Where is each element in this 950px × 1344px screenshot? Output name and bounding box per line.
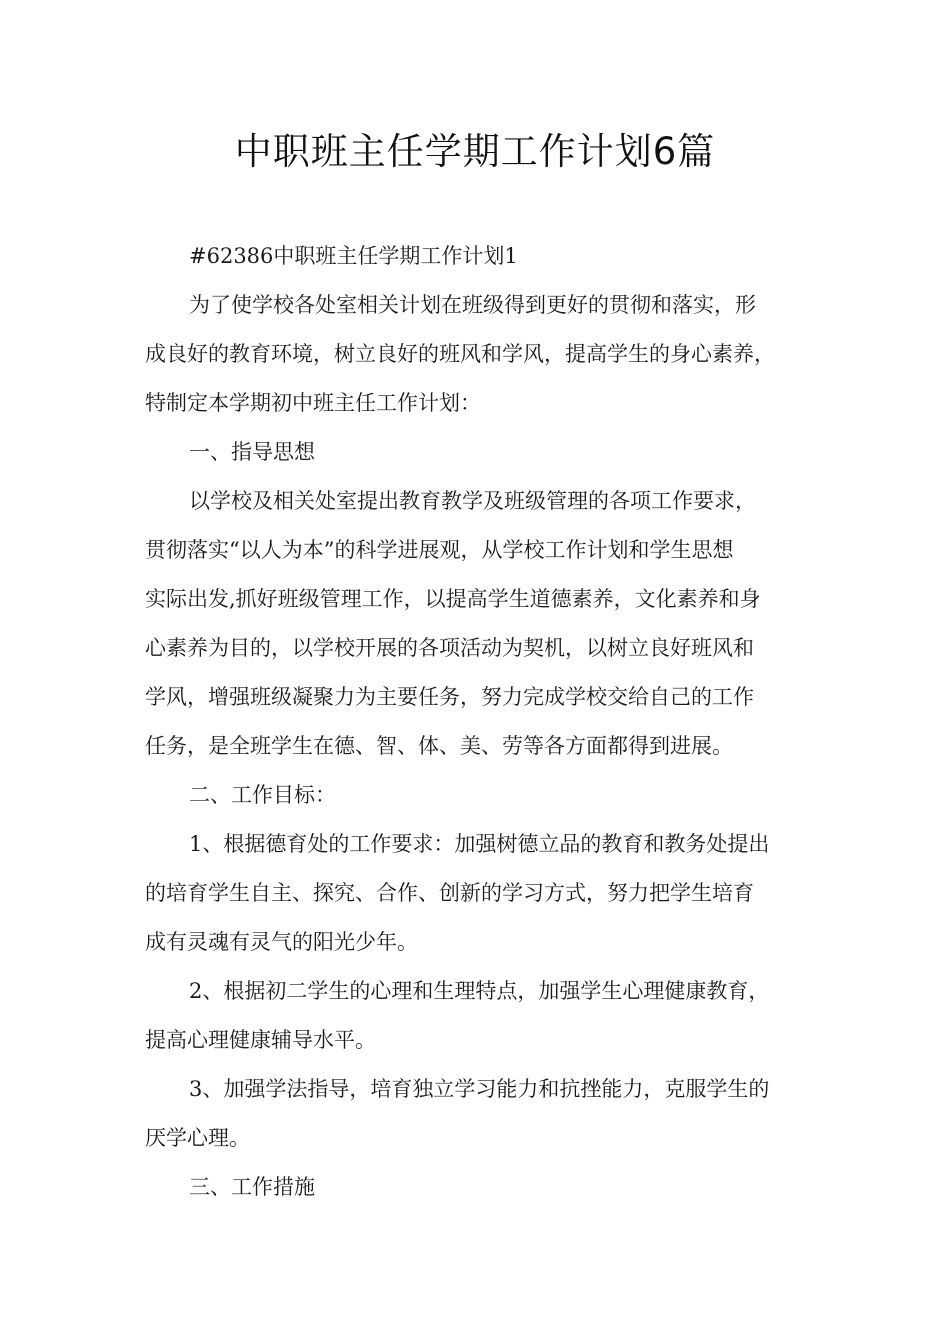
intro-line: 成良好的教育环境，树立良好的班风和学风，提高学生的身心素养， [145, 342, 775, 366]
paragraph-line: 心素养为目的，以学校开展的各项活动为契机，以树立良好班风和 [145, 636, 754, 660]
paragraph-line: 贯彻落实“以人为本”的科学进展观，从学校工作计划和学生思想 [145, 538, 734, 562]
goal-paragraph-2 [145, 967, 835, 1065]
paragraph-line: 的培育学生自主、探究、合作、创新的学习方式，努力把学生培育 [145, 881, 754, 905]
guiding-ideology-paragraph [145, 477, 835, 771]
paragraph-line: 以学校及相关处室提出教育教学及班级管理的各项工作要求， [189, 489, 756, 513]
document-reference: #62386中职班主任学期工作计划1 [189, 244, 518, 268]
intro-line: 特制定本学期初中班主任工作计划： [145, 391, 481, 415]
goal-paragraph-1 [145, 820, 835, 967]
paragraph-line: 1、根据德育处的工作要求：加强树德立品的教育和教务处提出 [189, 832, 770, 856]
goal-paragraph-3 [145, 1065, 835, 1163]
paragraph-line: 学风，增强班级凝聚力为主要任务，努力完成学校交给自己的工作 [145, 685, 754, 709]
section-heading-work-measures: 三、工作措施 [189, 1175, 315, 1199]
document-title: 中职班主任学期工作计划6篇 [234, 130, 716, 173]
section-heading-work-goals: 二、工作目标： [189, 783, 336, 807]
section-heading-guiding-ideology: 一、指导思想 [189, 440, 315, 464]
paragraph-line: 实际出发,抓好班级管理工作，以提高学生道德素养，文化素养和身 [145, 587, 761, 611]
intro-paragraph [145, 281, 835, 428]
paragraph-line: 2、根据初二学生的心理和生理特点，加强学生心理健康教育， [189, 979, 770, 1003]
paragraph-line: 提高心理健康辅导水平。 [145, 1028, 376, 1052]
paragraph-line: 3、加强学法指导，培育独立学习能力和抗挫能力，克服学生的 [189, 1077, 770, 1101]
document-body [145, 232, 835, 1212]
intro-line: 为了使学校各处室相关计划在班级得到更好的贯彻和落实，形 [189, 293, 756, 317]
paragraph-line: 厌学心理。 [145, 1126, 250, 1150]
paragraph-line: 任务，是全班学生在德、智、体、美、劳等各方面都得到进展。 [145, 734, 733, 758]
paragraph-line: 成有灵魂有灵气的阳光少年。 [145, 930, 418, 954]
